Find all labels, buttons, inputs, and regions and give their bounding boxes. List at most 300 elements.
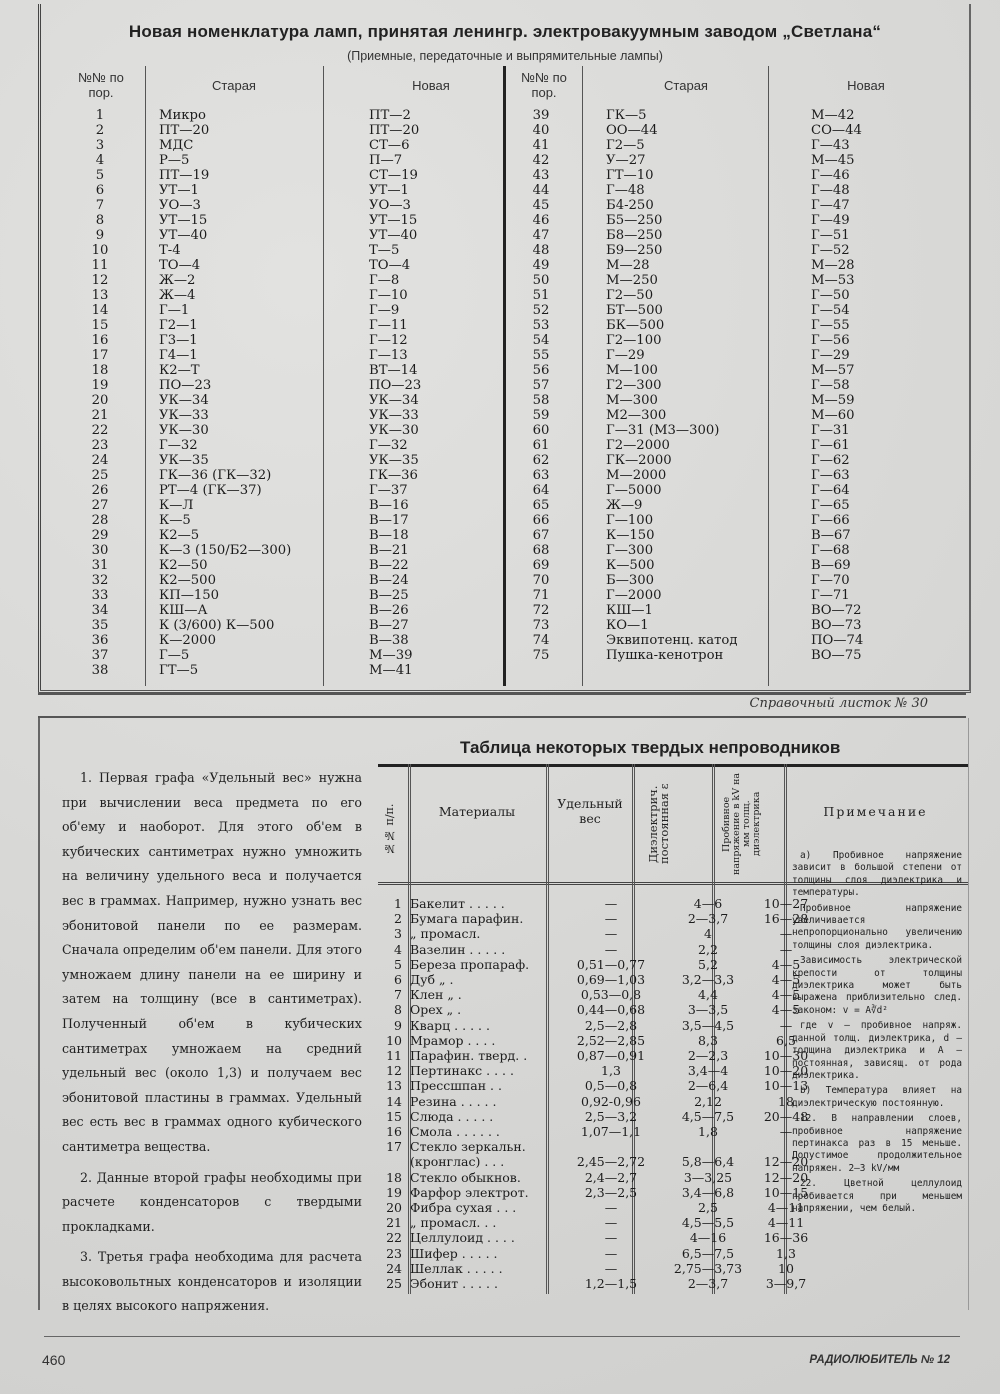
new-designation: Г—12	[369, 333, 408, 348]
lamp-row	[41, 633, 503, 648]
lamp-row	[506, 408, 968, 423]
lamp-row	[41, 288, 503, 303]
row-number: 15	[386, 1108, 402, 1124]
insulator-row	[378, 1078, 809, 1094]
row-number: 23	[386, 1245, 402, 1261]
specific-weight: —	[604, 941, 618, 957]
specific-weight: 0,51—0,77	[576, 956, 646, 972]
breakdown-voltage: 10—30	[763, 1048, 809, 1063]
old-designation: Г2—300	[606, 378, 662, 393]
lamp-row	[506, 153, 968, 168]
insulator-row	[378, 911, 809, 927]
dielectric-constant: 3—3,5	[687, 1002, 729, 1018]
insulator-row	[378, 1002, 801, 1018]
new-designation: М—57	[811, 363, 855, 378]
lamp-row	[506, 603, 968, 618]
lamp-row	[41, 423, 503, 438]
old-designation: М—28	[606, 258, 650, 273]
lamp-number: 14	[91, 303, 109, 318]
lamp-row	[41, 483, 503, 498]
new-designation: СТ—19	[369, 168, 418, 183]
material-name: Стекло обыкнов.	[410, 1169, 521, 1185]
lamp-number: 50	[532, 273, 550, 288]
lamp-number: 32	[91, 573, 109, 588]
material-name: Клен „ .	[410, 987, 462, 1003]
lamp-number: 17	[91, 348, 109, 363]
row-number: 5	[394, 956, 402, 972]
insulators-table-title: Таблица некоторых твердых непроводников	[460, 738, 841, 757]
old-designation: ОО—44	[606, 123, 658, 138]
dielectric-constant: 3—3,25	[683, 1169, 733, 1185]
lamp-row	[506, 453, 968, 468]
lamp-number: 61	[532, 438, 550, 453]
lamp-number: 57	[532, 378, 550, 393]
lamp-row	[41, 318, 503, 333]
lamp-row	[506, 423, 968, 438]
lamp-number: 23	[91, 438, 109, 453]
magazine-title: РАДИОЛЮБИТЕЛЬ № 12	[809, 1354, 950, 1366]
lamp-number: 42	[532, 153, 550, 168]
old-designation: КШ—1	[606, 603, 653, 618]
lamp-row	[41, 258, 503, 273]
old-designation: Б5—250	[606, 213, 663, 228]
lamp-number: 16	[91, 333, 109, 348]
new-designation: ВО—73	[811, 618, 862, 633]
lamp-row	[41, 213, 503, 228]
specific-weight: —	[604, 911, 618, 927]
lamp-number: 71	[532, 588, 550, 603]
old-designation: УК—30	[159, 423, 209, 438]
lamp-row	[506, 303, 968, 318]
specific-weight: 0,87—0,91	[576, 1048, 646, 1063]
new-designation: В—21	[369, 543, 409, 558]
header-old: Старая	[212, 78, 256, 93]
lamp-number: 27	[91, 498, 109, 513]
new-designation: Г—47	[811, 198, 850, 213]
insulator-row	[378, 1230, 809, 1246]
old-designation: Микро	[159, 108, 206, 123]
row-number: 19	[386, 1184, 402, 1200]
lamp-nomenclature-section	[38, 4, 971, 693]
new-designation: М—39	[369, 648, 413, 663]
insulator-row	[378, 987, 801, 1003]
insulator-row	[378, 1093, 794, 1109]
reference-sheet-label: Справочный листок № 30	[749, 696, 928, 711]
lamp-row	[506, 393, 968, 408]
lamp-number: 53	[532, 318, 550, 333]
lamp-row	[506, 258, 968, 273]
lamp-number: 7	[95, 198, 105, 213]
new-designation: Г—65	[811, 498, 850, 513]
dielectric-constant: 4,5—5,5	[681, 1215, 735, 1231]
header-num: №№ п/п.	[383, 803, 396, 855]
old-designation: Т-4	[159, 243, 181, 258]
new-designation: Г—9	[369, 303, 400, 318]
row-number: 20	[386, 1200, 402, 1215]
insulator-row	[378, 1032, 796, 1048]
old-designation: Б8—250	[606, 228, 663, 243]
old-designation: К—3 (150/Б2—300)	[159, 543, 292, 558]
new-designation: Г—49	[811, 213, 850, 228]
new-designation: ПО—23	[369, 378, 422, 393]
old-designation: К—150	[606, 528, 655, 543]
specific-weight: —	[604, 896, 618, 911]
lamp-row	[41, 438, 503, 453]
lamp-number: 11	[91, 258, 109, 273]
material-name: Пертинакс . . . .	[410, 1063, 514, 1079]
material-name: Эбонит . . . . .	[410, 1276, 498, 1291]
breakdown-voltage: 16—36	[763, 1230, 809, 1246]
old-designation: Эквипотенц. катод	[606, 633, 738, 648]
lamp-number: 66	[532, 513, 550, 528]
lamp-row	[506, 183, 968, 198]
lamp-row	[41, 453, 503, 468]
old-designation: М—100	[606, 363, 658, 378]
lamp-number: 60	[532, 423, 550, 438]
new-designation: В—18	[369, 528, 409, 543]
breakdown-voltage: 10—20	[763, 1063, 809, 1079]
new-designation: М—60	[811, 408, 855, 423]
note-paragraph: 2. Данные второй графы необходимы при расчете конденсаторов с твердыми прокладками.	[62, 1169, 362, 1234]
breakdown-voltage: —	[779, 926, 793, 942]
old-designation: Г3—1	[159, 333, 198, 348]
old-designation: К—500	[606, 558, 655, 573]
material-name: Прессшпан . .	[410, 1078, 502, 1094]
lamp-number: 1	[95, 108, 105, 123]
breakdown-voltage: 16—28	[763, 911, 809, 927]
lamp-number: 43	[532, 168, 550, 183]
new-designation: Г—55	[811, 318, 850, 333]
header-new: Новая	[847, 78, 885, 93]
lamp-number: 24	[91, 453, 109, 468]
lamp-row	[41, 558, 503, 573]
header-new: Новая	[412, 78, 450, 93]
old-designation: Г—29	[606, 348, 645, 363]
old-designation: МДС	[159, 138, 194, 153]
remark-paragraph: а) Пробивное напряжение зависит в большой степени от толщины слоя диэлектрика и температуры.	[792, 850, 962, 899]
new-designation: Г—50	[811, 288, 850, 303]
row-number: 2	[394, 911, 402, 927]
new-designation: УК—33	[369, 408, 419, 423]
row-number: 21	[386, 1215, 402, 1231]
lamp-number: 39	[532, 108, 550, 123]
material-name: Стекло зеркальн.	[410, 1139, 526, 1155]
dielectric-constant: 2,2	[698, 941, 718, 957]
old-designation: К2—5	[159, 528, 200, 543]
lamp-row	[41, 378, 503, 393]
lamp-row	[506, 348, 968, 363]
old-designation: УО—3	[159, 198, 201, 213]
header-breakdown: Пробивное напряжение в kV на мм толщ. диэлектрика	[721, 772, 762, 876]
new-designation: УТ—1	[369, 183, 409, 198]
old-designation: Г2—1	[159, 318, 198, 333]
lamp-row	[506, 528, 968, 543]
old-designation: М2—300	[606, 408, 667, 423]
material-name: Смола . . . . . .	[410, 1124, 500, 1139]
remark-paragraph: где v — пробивное напряж. данной толщ. диэлектрика, d — толщина диэлектрика и A — постоянная, зависящ. от рода диэлектрика.	[792, 1020, 962, 1081]
lamp-number: 52	[532, 303, 550, 318]
lamp-number: 58	[532, 393, 550, 408]
row-number: 9	[394, 1017, 402, 1033]
lamp-number: 69	[532, 558, 550, 573]
lamp-number: 74	[532, 633, 550, 648]
lamp-number: 10	[91, 243, 109, 258]
lamp-row	[41, 603, 503, 618]
lamp-row	[506, 378, 968, 393]
old-designation: Б—300	[606, 573, 655, 588]
breakdown-voltage: 4—11	[767, 1200, 805, 1215]
old-designation: Г—48	[606, 183, 645, 198]
remark-paragraph: Пробивное напряжение увеличивается непропорционально увеличению толщины слоя диэлектрика.	[792, 902, 962, 951]
new-designation: В—38	[369, 633, 409, 648]
lamp-number: 31	[91, 558, 109, 573]
lamp-row	[506, 438, 968, 453]
lamp-row	[41, 408, 503, 423]
lamp-number: 47	[532, 228, 550, 243]
breakdown-voltage: 10—15	[763, 1184, 809, 1200]
lamp-row	[41, 198, 503, 213]
row-number: 17	[386, 1139, 402, 1155]
lamp-row	[506, 243, 968, 258]
new-designation: Г—56	[811, 333, 850, 348]
new-designation: М—28	[811, 258, 855, 273]
breakdown-voltage: 6,5	[776, 1032, 796, 1048]
old-designation: Б4-250	[606, 198, 654, 213]
insulator-row	[378, 956, 801, 972]
lamp-table-title: Новая номенклатура ламп, принятая ленингр. электровакуумным заводом „Светлана“	[128, 22, 882, 41]
lamp-row	[41, 588, 503, 603]
new-designation: Г—62	[811, 453, 850, 468]
new-designation: Г—51	[811, 228, 850, 243]
lamp-row	[41, 468, 503, 483]
footer-rule	[44, 1336, 960, 1337]
new-designation: Г—71	[811, 588, 850, 603]
old-designation: Б9—250	[606, 243, 663, 258]
lamp-number: 3	[95, 138, 105, 153]
lamp-number: 68	[532, 543, 550, 558]
dielectric-constant: 4—6	[693, 896, 723, 911]
new-designation: В—25	[369, 588, 409, 603]
old-designation: ГК—36 (ГК—32)	[159, 468, 272, 483]
lamp-number: 20	[91, 393, 109, 408]
new-designation: Г—10	[369, 288, 408, 303]
insulator-row	[378, 1245, 796, 1261]
dielectric-constant: 3,4—4	[687, 1063, 729, 1079]
lamp-row	[506, 618, 968, 633]
lamp-number: 34	[91, 603, 109, 618]
new-designation: Г—68	[811, 543, 850, 558]
note-paragraph: 1. Первая графа «Удельный вес» нужна при вычислении веса предмета по его об'ему и наоборот. Для этого об'ем в кубических сантиметрах нужно умножить на величину удельного веса и получается вес в граммах. Например, нужно узнать вес эбонитовой панели по ее размерам. Сначала определим об'ем панели. Для этого умножаем длину панели на ее ширину и затем на толщину (все в сантиметрах). Полученный об'ем в кубических сантиметрах умножаем на средний удельный вес (около 1,3) и получаем вес эбонитовой пластины в граммах. Удельный вес есть вес в граммах одного кубического сантиметра вещества.	[62, 770, 362, 1154]
lamp-number: 25	[91, 468, 109, 483]
breakdown-voltage: —	[779, 1017, 793, 1033]
divider-rule	[38, 693, 966, 695]
lamp-number: 62	[532, 453, 550, 468]
old-designation: ПО—23	[159, 378, 212, 393]
lamp-row	[506, 573, 968, 588]
specific-weight: —	[604, 1260, 618, 1276]
row-number: 22	[386, 1230, 402, 1246]
lamp-row	[41, 663, 503, 678]
new-designation: Г—8	[369, 273, 400, 288]
old-designation: Р—5	[159, 153, 190, 168]
lamp-row	[506, 318, 968, 333]
row-number: 16	[386, 1124, 402, 1139]
lamp-number: 4	[95, 153, 105, 168]
material-name: Бакелит . . . . .	[410, 896, 505, 911]
new-designation: УТ—15	[369, 213, 418, 228]
specific-weight: 2,3—2,5	[584, 1184, 638, 1200]
breakdown-voltage: 4—5	[771, 956, 801, 972]
lamp-row	[506, 468, 968, 483]
row-number: 14	[386, 1093, 402, 1109]
lamp-row	[506, 558, 968, 573]
remark-paragraph: Зависимость электрической крепости от толщины диэлектрика может быть выражена приблизительно след. законом: v = A∛d²	[792, 955, 962, 1016]
dielectric-constant: 8,3	[698, 1032, 718, 1048]
lamp-number: 44	[532, 183, 550, 198]
new-designation: М—42	[811, 108, 855, 123]
new-designation: УК—35	[369, 453, 419, 468]
breakdown-voltage: 12—20	[763, 1169, 809, 1185]
lamp-row	[41, 528, 503, 543]
specific-weight: —	[604, 1245, 618, 1261]
insulator-row	[378, 1169, 809, 1185]
new-designation: УО—3	[369, 198, 411, 213]
lamp-number: 49	[532, 258, 550, 273]
row-number: 25	[386, 1276, 402, 1291]
old-designation: УТ—1	[159, 183, 199, 198]
remarks-column	[792, 850, 962, 1218]
insulator-row	[378, 1048, 809, 1063]
old-designation: Г2—100	[606, 333, 662, 348]
lamp-number: 37	[91, 648, 109, 663]
old-designation: УТ—40	[159, 228, 208, 243]
lamp-row	[41, 543, 503, 558]
row-number: 6	[394, 972, 402, 987]
old-designation: ГТ—5	[159, 663, 199, 678]
lamp-row	[41, 348, 503, 363]
new-designation: В—27	[369, 618, 409, 633]
row-number: 24	[386, 1260, 402, 1276]
dielectric-constant: 2,12	[694, 1093, 722, 1109]
specific-weight: 1,2—1,5	[584, 1276, 638, 1291]
new-designation: Г—37	[369, 483, 408, 498]
new-designation: Г—54	[811, 303, 850, 318]
lamp-number: 67	[532, 528, 550, 543]
lamp-rows-left	[41, 108, 503, 678]
new-designation: Г—13	[369, 348, 408, 363]
old-designation: КО—1	[606, 618, 649, 633]
specific-weight: 2,5—3,2	[584, 1108, 638, 1124]
material-name: Шеллак . . . . .	[410, 1260, 503, 1276]
lamp-row	[506, 138, 968, 153]
new-designation: В—24	[369, 573, 409, 588]
lamp-number: 63	[532, 468, 550, 483]
specific-weight: —	[604, 1200, 618, 1215]
row-number: 13	[386, 1078, 402, 1094]
new-designation: Т—5	[369, 243, 400, 258]
dielectric-constant: 5,2	[698, 956, 718, 972]
lamp-number: 33	[91, 588, 109, 603]
new-designation: УК—34	[369, 393, 419, 408]
old-designation: РТ—4 (ГК—37)	[159, 483, 262, 498]
new-designation: Г—11	[369, 318, 408, 333]
lamp-row	[506, 108, 968, 123]
breakdown-voltage: 4—11	[767, 1215, 805, 1231]
old-designation: Г4—1	[159, 348, 198, 363]
specific-weight: 1,3	[601, 1063, 621, 1079]
lamp-row	[41, 168, 503, 183]
dielectric-constant: 3,4—6,8	[681, 1184, 735, 1200]
material-name: Фарфор электрот.	[410, 1184, 529, 1200]
breakdown-voltage: 10—27	[763, 896, 809, 911]
dielectric-constant: 5,8—6,4	[681, 1154, 735, 1170]
material-name: Кварц . . . . .	[410, 1017, 490, 1033]
dielectric-constant: 2—3,7	[687, 1276, 729, 1291]
breakdown-voltage: 4—5	[771, 972, 801, 987]
lamp-row	[506, 288, 968, 303]
lamp-row	[506, 363, 968, 378]
lamp-number: 8	[95, 213, 105, 228]
old-designation: У—27	[606, 153, 646, 168]
old-designation: ГК—2000	[606, 453, 672, 468]
lamp-row	[506, 513, 968, 528]
lamp-number: 51	[532, 288, 550, 303]
insulator-row	[378, 1017, 793, 1033]
material-name: Слюда . . . . .	[410, 1108, 494, 1124]
insulators-table	[378, 764, 968, 1294]
lamp-row	[506, 483, 968, 498]
material-name: Дуб „ .	[410, 972, 454, 987]
lamp-number: 59	[532, 408, 550, 423]
specific-weight: —	[604, 926, 618, 942]
dielectric-constant: 3,2—3,3	[681, 972, 735, 987]
old-designation: Г—5000	[606, 483, 662, 498]
lamp-table-subtitle: (Приемные, передаточные и выпрямительные лампы)	[347, 49, 663, 63]
lamp-number: 6	[95, 183, 105, 198]
new-designation: Г—29	[811, 348, 850, 363]
new-designation: СТ—6	[369, 138, 410, 153]
old-designation: ПТ—20	[159, 123, 210, 138]
lamp-number: 29	[91, 528, 109, 543]
row-number: 4	[394, 941, 402, 957]
lamp-row	[506, 633, 968, 648]
breakdown-voltage: 18	[778, 1093, 794, 1109]
old-designation: Ж—4	[159, 288, 196, 303]
lamp-row	[41, 228, 503, 243]
breakdown-voltage: 3—9,7	[765, 1276, 807, 1291]
lamp-row	[41, 138, 503, 153]
lamp-row	[506, 123, 968, 138]
lamp-number: 73	[532, 618, 550, 633]
old-designation: УК—33	[159, 408, 209, 423]
specific-weight: —	[604, 1215, 618, 1231]
breakdown-voltage: 4—5	[771, 1002, 801, 1018]
old-designation: Ж—9	[606, 498, 643, 513]
new-designation: В—16	[369, 498, 409, 513]
row-number: 3	[394, 926, 402, 942]
lamp-row	[41, 153, 503, 168]
specific-weight: 0,5—0,8	[584, 1078, 638, 1094]
remark-paragraph: 22. Цветной целлулоид пробивается при меньшем напряжении, чем белый.	[792, 1178, 962, 1214]
new-designation: ВТ—14	[369, 363, 418, 378]
new-designation: Г—48	[811, 183, 850, 198]
new-designation: ПО—74	[811, 633, 864, 648]
dielectric-constant: 4,5—7,5	[681, 1108, 735, 1124]
lamp-number: 18	[91, 363, 109, 378]
lamp-number: 19	[91, 378, 109, 393]
insulator-row	[378, 1215, 805, 1231]
new-designation: Г—64	[811, 483, 850, 498]
